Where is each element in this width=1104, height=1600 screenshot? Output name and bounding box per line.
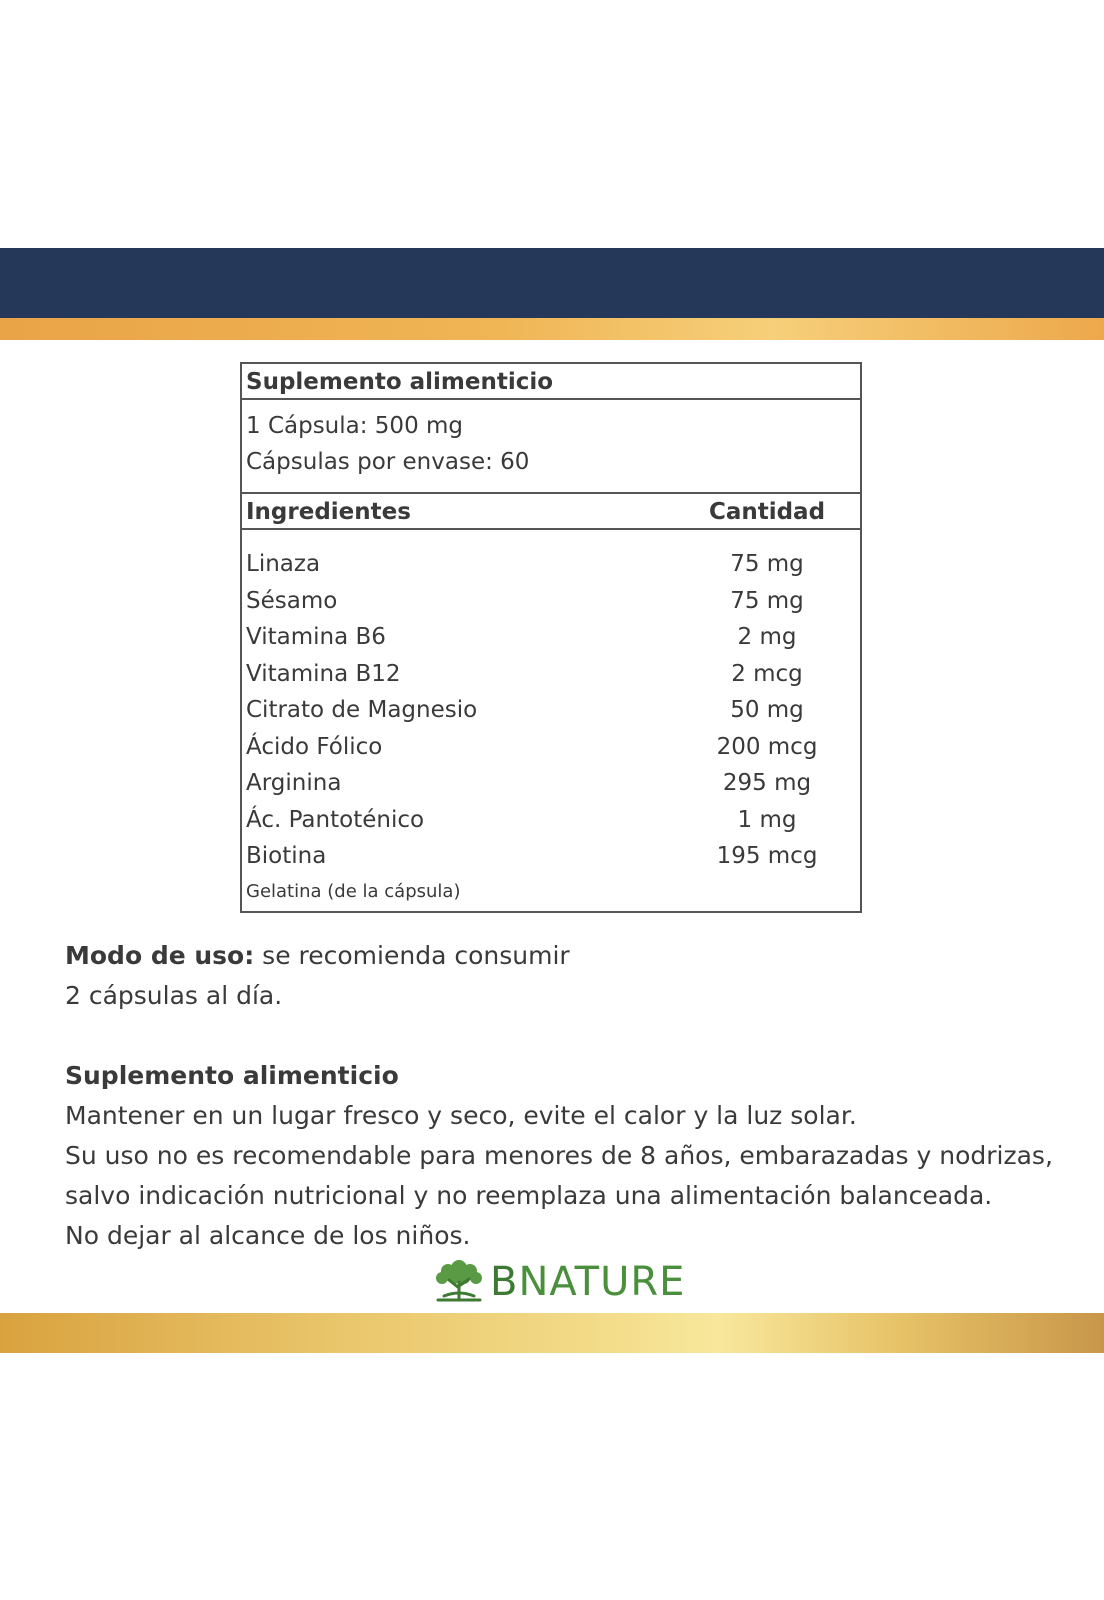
ingredient-amount: 75 mg [730, 551, 804, 577]
bnature-logo [430, 1256, 686, 1306]
ingredient-name: Ác. Pantoténico [246, 806, 425, 833]
tree-icon [430, 1256, 488, 1306]
ingredient-name: Linaza [246, 551, 321, 577]
ingredient-row [242, 692, 860, 729]
usage-text: se recomienda consumir [254, 941, 570, 970]
ingredient-amount: 200 mcg [716, 733, 818, 760]
serving-info [242, 400, 860, 494]
ingredient-amount: 2 mcg [731, 660, 803, 687]
ingredients-header [242, 494, 860, 530]
bottom-gold-band [0, 1313, 1104, 1353]
warning-line: No dejar al alcance de los niños. [65, 1221, 471, 1250]
top-navy-band [0, 248, 1104, 318]
brand-letter-b: B [490, 1259, 519, 1305]
ingredient-amount: 295 mg [722, 770, 812, 796]
top-gold-band [0, 318, 1104, 340]
warning-line: Mantener en un lugar fresco y seco, evite el calor y la luz solar. [65, 1101, 857, 1130]
usage-label: Modo de uso: [65, 941, 255, 970]
capsule-footnote: Gelatina (de la cápsula) [246, 881, 461, 902]
ingredient-name: Citrato de Magnesio [246, 697, 478, 723]
ingredient-row [242, 729, 860, 766]
ingredient-amount: 75 mg [730, 587, 804, 614]
warning-line: salvo indicación nutricional y no reemplaza una alimentación balanceada. [65, 1181, 993, 1210]
serving-size: 1 Cápsula: 500 mg [246, 413, 464, 439]
amount-column-header: Cantidad [708, 499, 826, 525]
ingredient-row [242, 583, 860, 620]
brand-rest: NATURE [518, 1259, 686, 1305]
ingredient-name: Sésamo [246, 587, 338, 614]
ingredient-amount: 1 mg [737, 806, 797, 833]
ingredient-row [242, 656, 860, 693]
ingredients-column-header: Ingredientes [246, 499, 411, 525]
usage-line-1 [65, 936, 570, 976]
ingredients-list [242, 530, 860, 875]
usage-section [65, 936, 570, 1016]
ingredient-name: Vitamina B12 [246, 660, 401, 687]
ingredient-row [242, 619, 860, 656]
ingredient-name: Ácido Fólico [246, 733, 383, 760]
ingredient-row [242, 838, 860, 875]
warning-line: Su uso no es recomendable para menores de 8 años, embarazadas y nodrizas, [65, 1141, 1053, 1170]
usage-line-2: 2 cápsulas al día. [65, 981, 283, 1010]
warnings-title: Suplemento alimenticio [65, 1061, 399, 1090]
servings-per-container: Cápsulas por envase: 60 [246, 449, 530, 475]
ingredient-amount: 50 mg [730, 697, 804, 723]
ingredient-row [242, 802, 860, 839]
supplement-facts-table [240, 362, 862, 913]
facts-title: Suplemento alimenticio [242, 364, 860, 400]
ingredient-name: Arginina [246, 770, 342, 796]
ingredient-name: Vitamina B6 [246, 624, 386, 650]
warnings-section [65, 1056, 1053, 1256]
ingredient-amount: 2 mg [737, 624, 797, 650]
ingredient-amount: 195 mcg [716, 843, 818, 869]
ingredient-row [242, 765, 860, 802]
ingredient-row [242, 546, 860, 583]
ingredient-name: Biotina [246, 843, 327, 869]
brand-name [490, 1260, 685, 1304]
